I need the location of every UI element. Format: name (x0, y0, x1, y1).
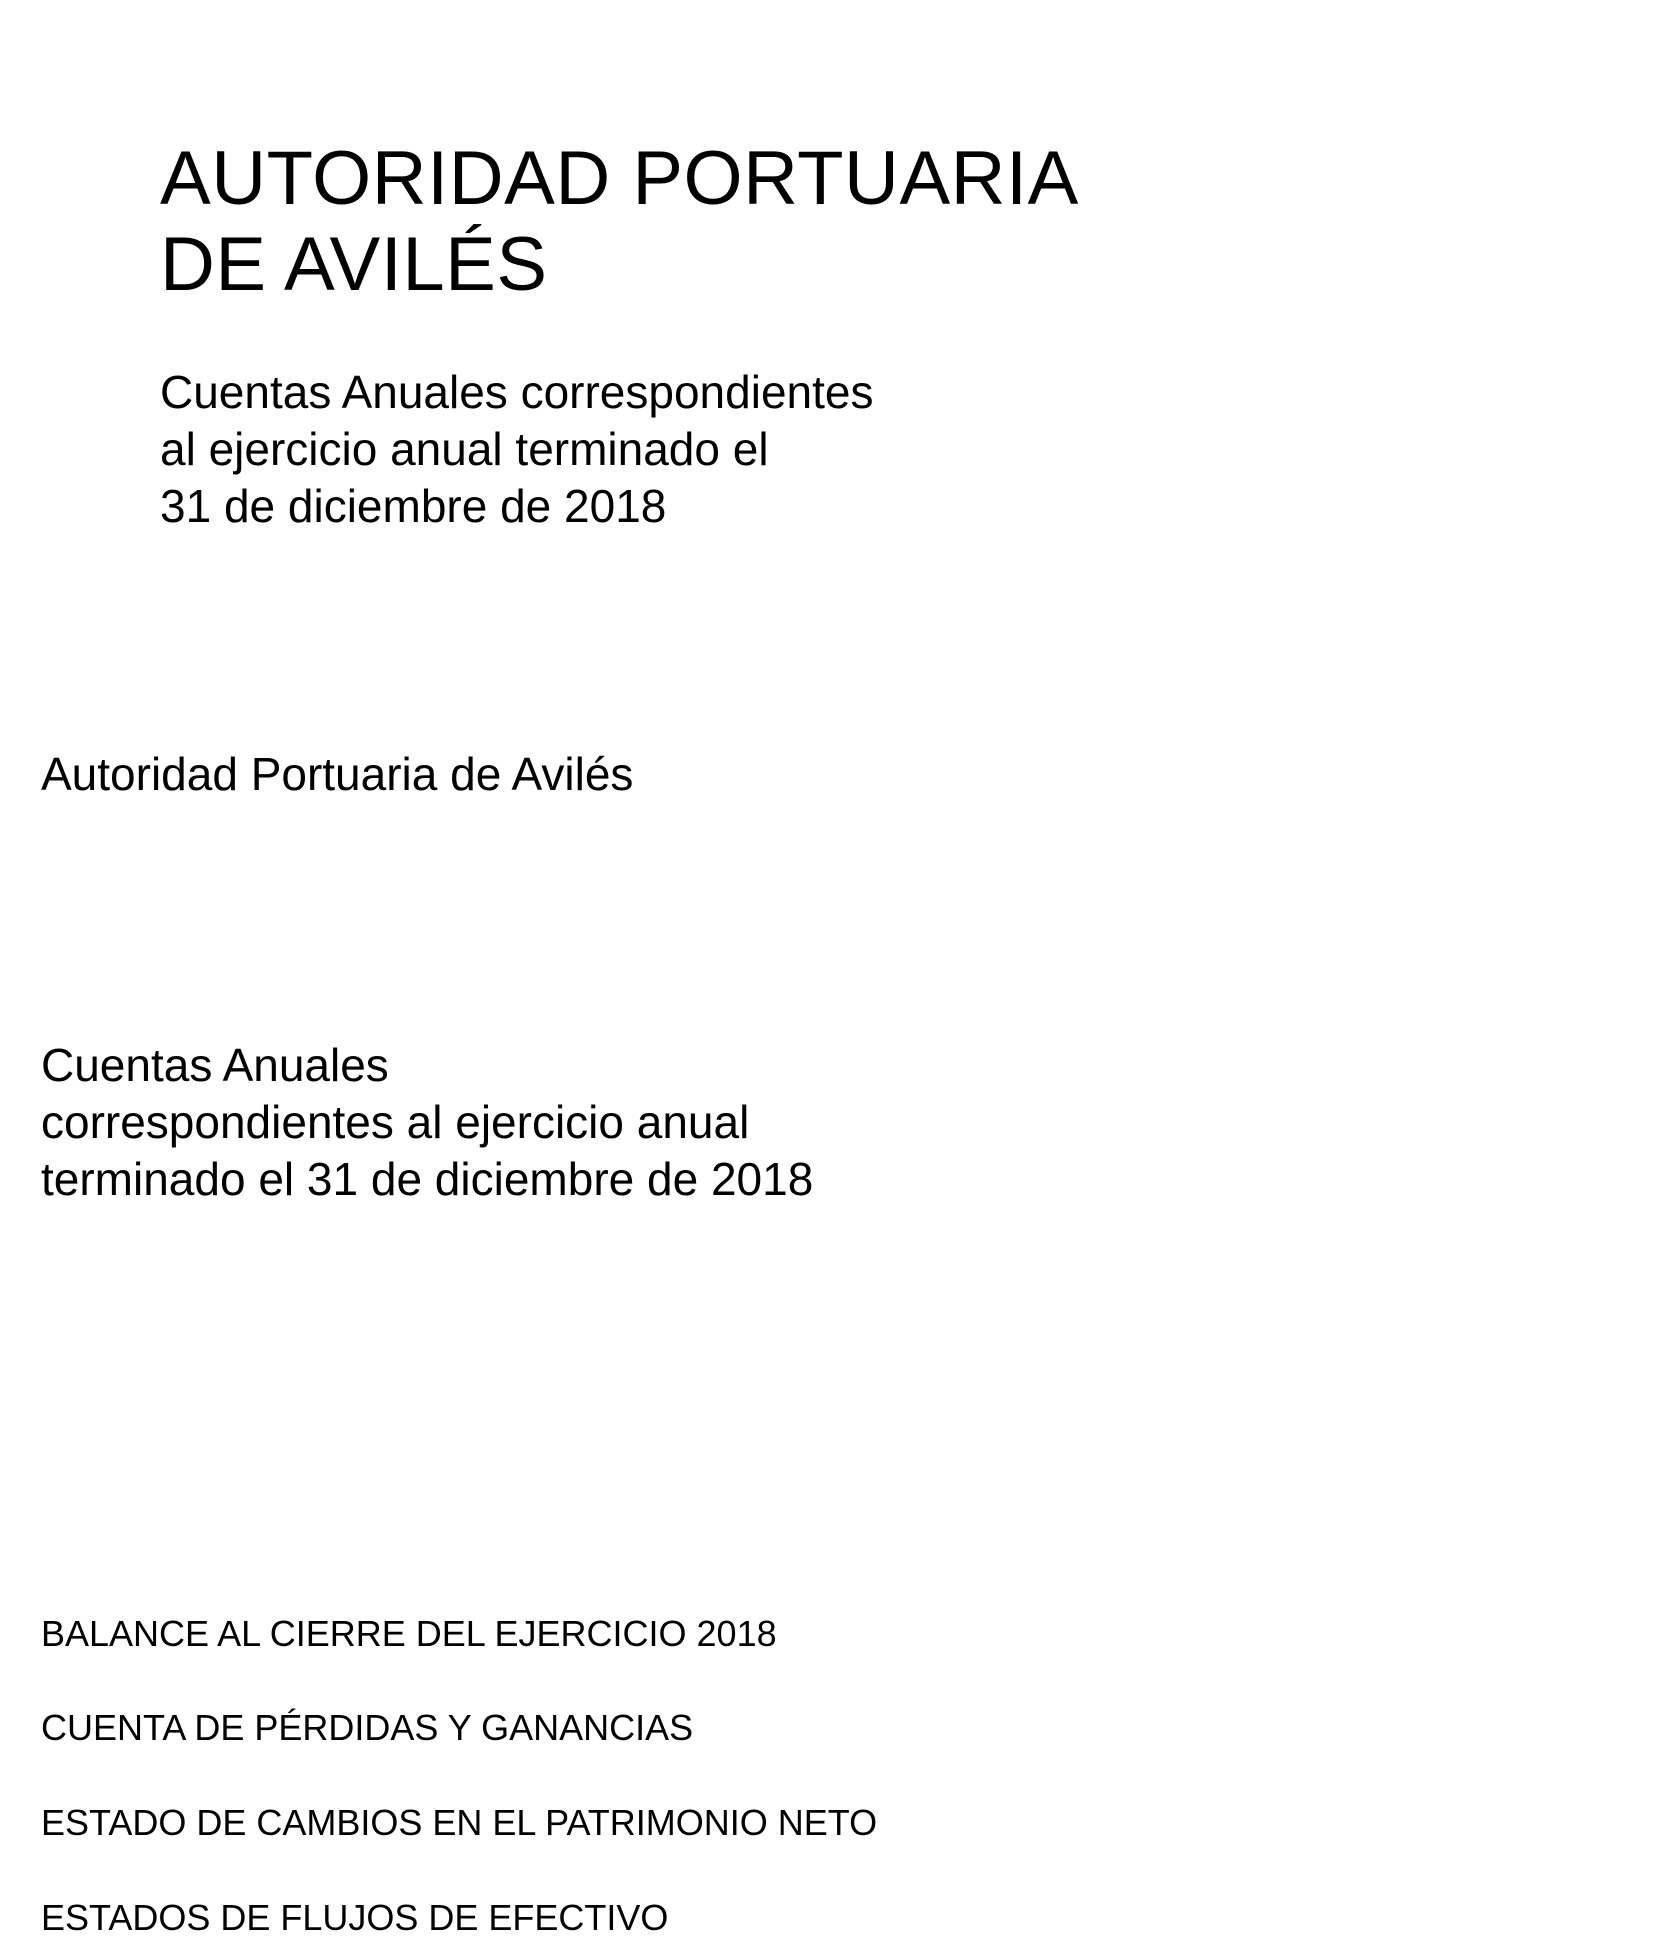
contents-item-balance: BALANCE AL CIERRE DEL EJERCICIO 2018 (41, 1613, 777, 1654)
cover-subtitle-line: 31 de diciembre de 2018 (160, 480, 667, 532)
contents-item-cash-flows: ESTADOS DE FLUJOS DE EFECTIVO (41, 1897, 669, 1938)
contents-list (41, 0, 1241, 1939)
cover-title-line: DE AVILÉS (160, 222, 548, 307)
contents-item-equity-changes: ESTADO DE CAMBIOS EN EL PATRIMONIO NETO (41, 1802, 878, 1843)
accounts-heading-line: correspondientes al ejercicio anual (41, 1096, 750, 1148)
accounts-heading-line: Cuentas Anuales (41, 1039, 389, 1091)
cover-subtitle-line: al ejercicio anual terminado el (160, 423, 769, 475)
cover-subtitle-line: Cuentas Anuales correspondientes (160, 366, 874, 418)
accounts-heading-line: terminado el 31 de diciembre de 2018 (41, 1153, 814, 1205)
entity-name: Autoridad Portuaria de Avilés (41, 748, 634, 800)
contents-item-profit-loss: CUENTA DE PÉRDIDAS Y GANANCIAS (41, 1707, 694, 1748)
cover-title-line: AUTORIDAD PORTUARIA (160, 136, 1079, 221)
